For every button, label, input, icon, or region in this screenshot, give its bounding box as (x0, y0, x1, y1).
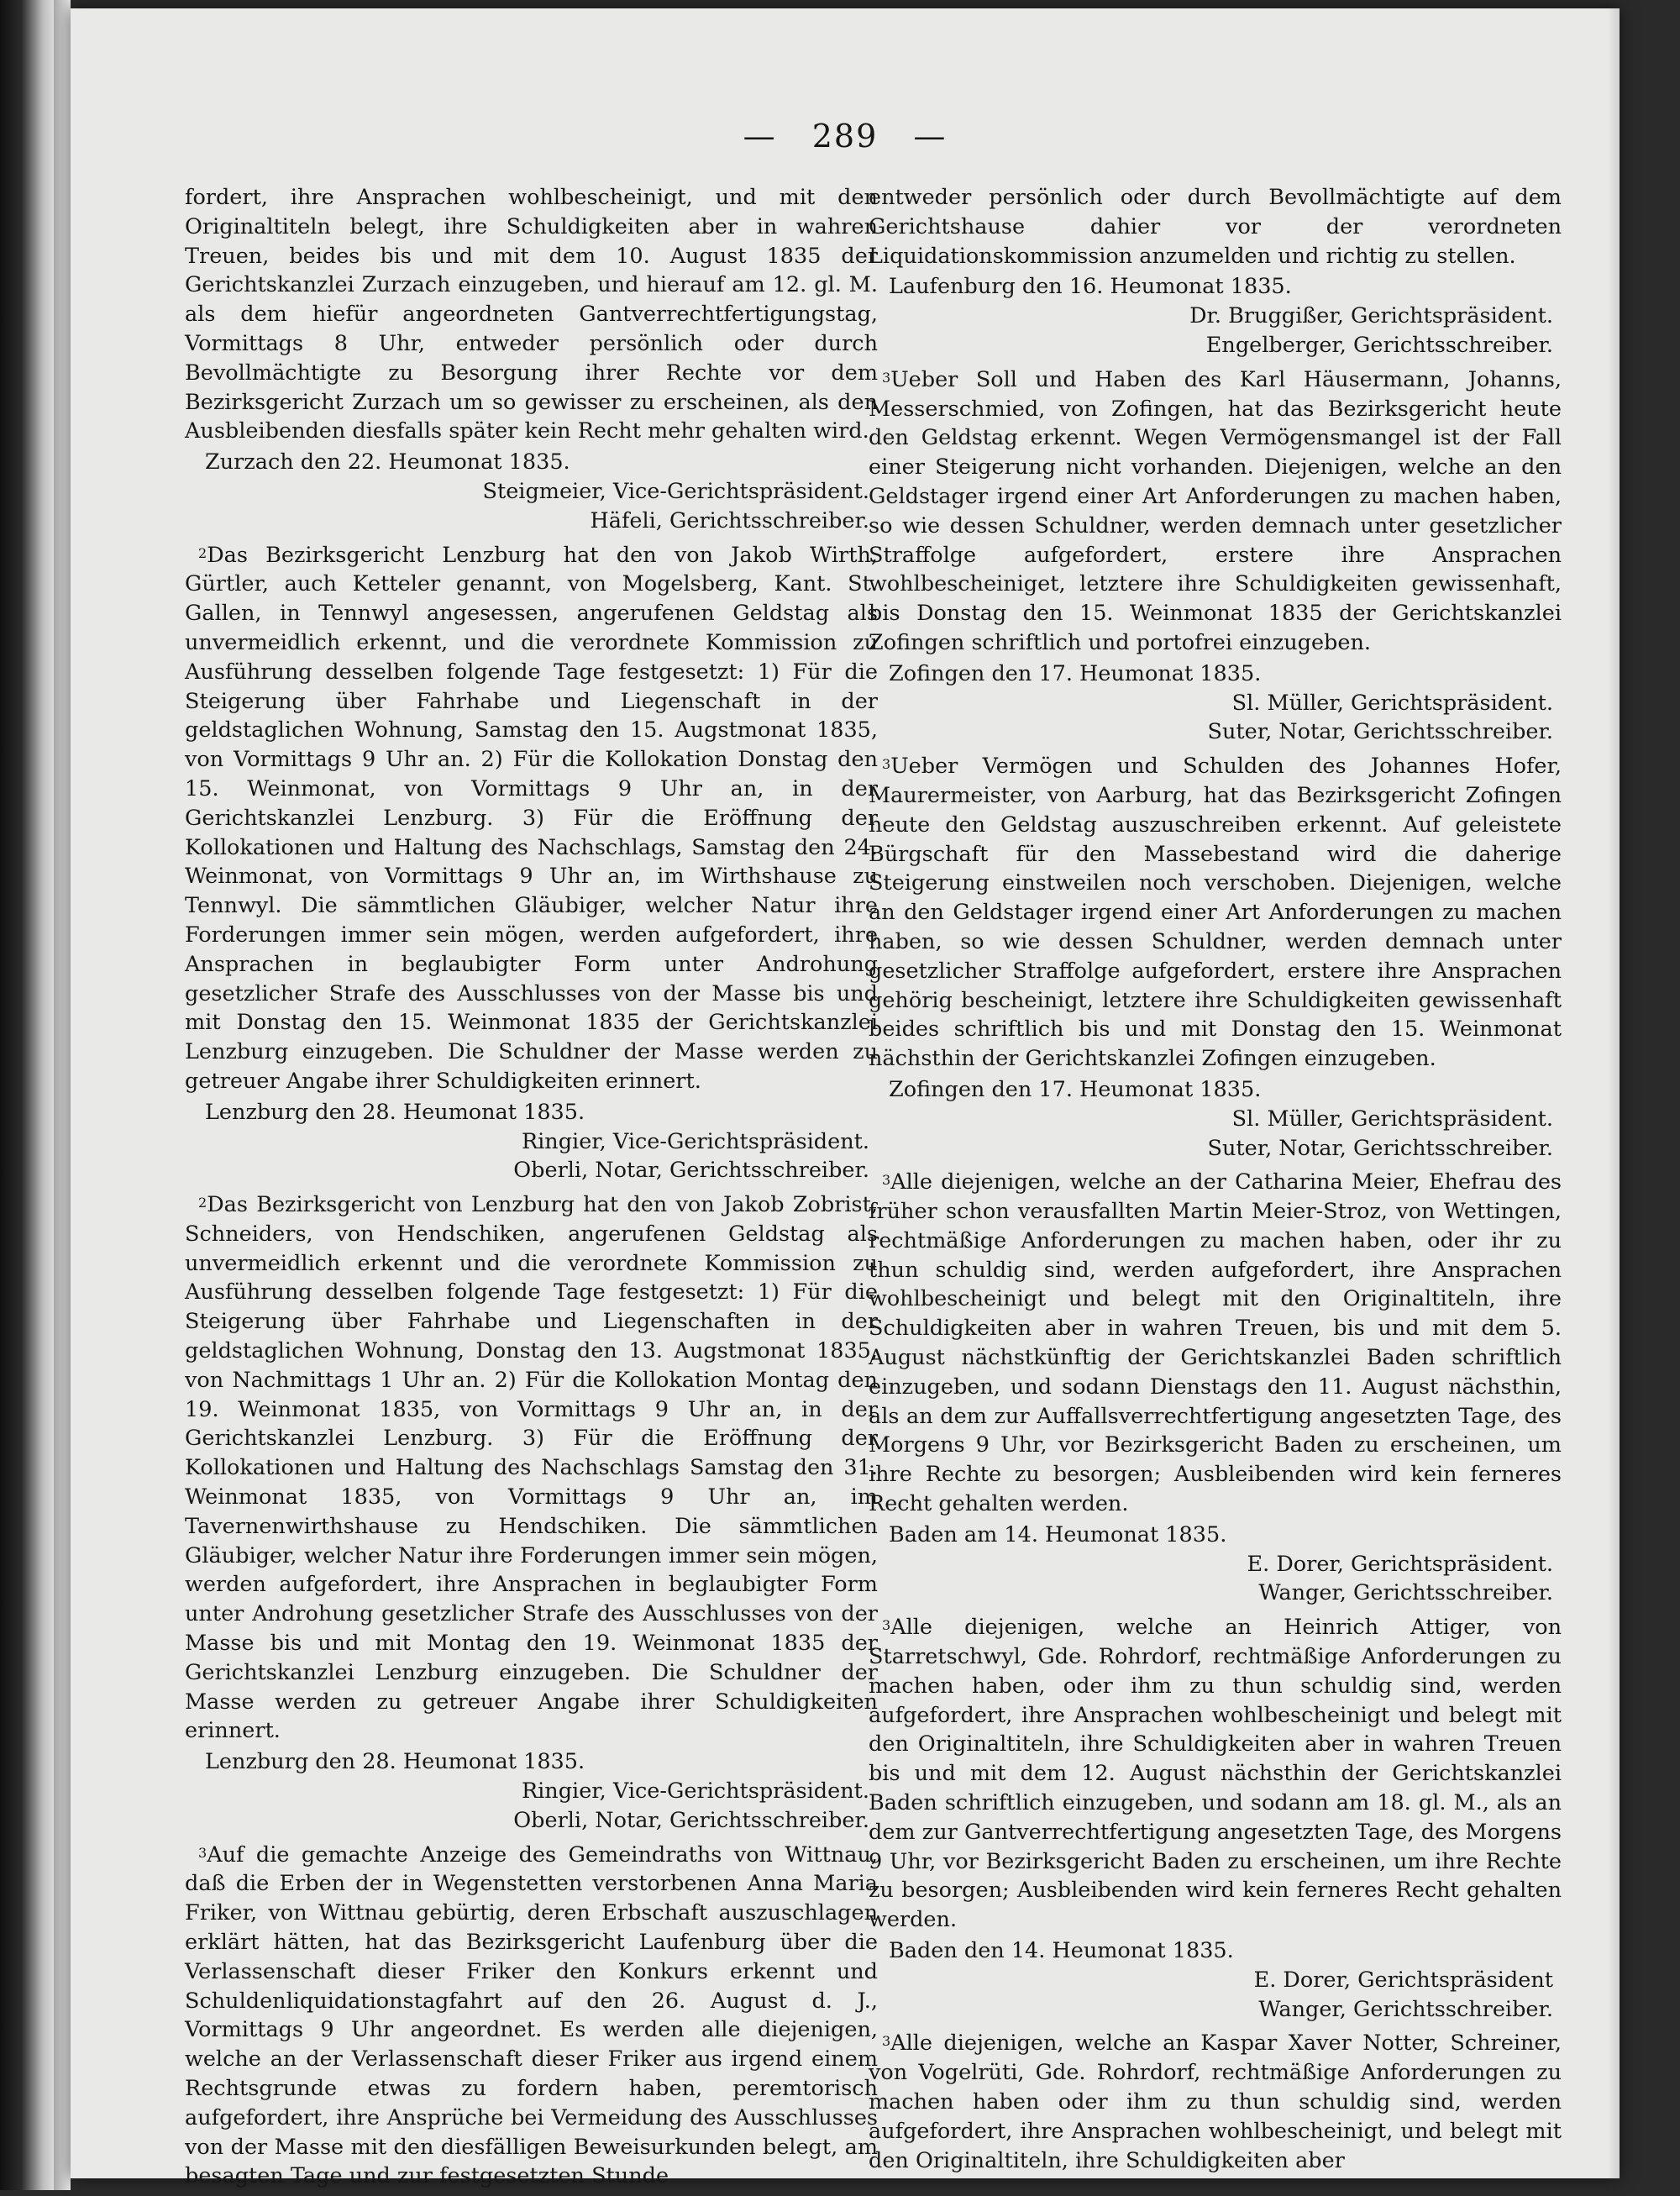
notice-signature-clerk: Engelberger, Gerichtsschreiber. (1205, 332, 1553, 358)
notice (185, 1190, 878, 1836)
notice-insertion-mark: 3 (882, 1617, 891, 1634)
notice-body: Das Bezirksgericht von Lenzburg hat den von Jakob Zobrist, Schneiders, von Hendschiken, angerufenen Geldstag als unvermeidlich erkennt und die verordnete Kommission zu Ausführung desselben folgende Tage festgesetzt: 1) Für die Steigerung über Fahrhabe und Liegenschaften in der geldstaglichen Wohnung, Donstag den 13. Augstmonat 1835, von Nachmittags 1 Uhr an. 2) Für die Kollokation Montag den 19. Weinmonat 1835, von Vormittags 9 Uhr an, in der Gerichtskanzlei Lenzburg. 3) Für die Eröffnung der Kollokationen und Haltung des Nachschlags Samstag den 31. Weinmonat 1835, von Vormittags 9 Uhr an, im Tavernenwirthshause zu Hendschiken. Die sämmtlichen Gläubiger, welcher Natur ihre Forderungen immer sein mögen, werden aufgefordert, ihre Ansprachen in beglaubigter Form unter Androhung gesetzlicher Strafe des Ausschlusses von der Masse bis und mit Montag den 19. Weinmonat 1835 der Gerichtskanzlei Lenzburg einzugeben. Die Schuldner der Masse werden zu getreuer Angabe ihrer Schuldigkeiten erinnert. (185, 1192, 878, 1744)
notice-signature-president: Sl. Müller, Gerichtspräsident. (1231, 1106, 1553, 1132)
notice-text (185, 541, 878, 1096)
notice-body: Ueber Vermögen und Schulden des Johannes Hofer, Maurermeister, von Aarburg, hat das Bezirksgericht Zofingen heute den Geldstag auszuschreiben erkennt. Auf geleistete Bürgschaft für den Massebestand wird die daherige Steigerung einstweilen noch verschoben. Diejenigen, welche an den Geldstager irgend einer Art Anforderungen zu machen haben, so wie dessen Schuldner, werden demnach unter gesetzlicher Straffolge aufgefordert, erstere ihre Ansprachen gehörig bescheinigt, letztere ihre Schuldigkeiten gewissenhaft beides schriftlich bis und mit Donstag den 15. Weinmonat nächsthin der Gerichtskanzlei Zofingen einzugeben. (869, 754, 1562, 1072)
notice-text (869, 752, 1562, 1074)
notice (869, 1168, 1562, 1608)
notice-insertion-mark: 3 (882, 369, 891, 386)
notice-place-date: Baden am 14. Heumonat 1835. (889, 1521, 1227, 1547)
page-number: 289 (811, 118, 879, 155)
notice-signature-clerk: Häfeli, Gerichtsschreiber. (590, 507, 869, 533)
notice (869, 2029, 1562, 2175)
notice-text (185, 183, 878, 446)
notice-body: Alle diejenigen, welche an der Catharina Meier, Ehefrau des früher schon verausfallten Martin Meier-Stroz, von Wettingen, rechtmäßige Anforderungen zu machen haben, oder ihr zu thun schuldig sind, werden aufgefordert, ihre Ansprachen wohlbescheinigt und belegt mit den Originaltiteln, ihre Schuldigkeiten aber in wahren Treuen, bis und mit dem 5. August nächstkünftig der Gerichtskanzlei Baden schriftlich einzugeben, und sodann Dienstags den 11. August nächsthin, als an dem zur Auffallsverrechtfertigung angesetzten Tage, des Morgens 9 Uhr, vor Bezirksgericht Baden zu erscheinen, um ihre Rechte zu besorgen; Ausbleibenden wird kein ferneres Recht gehalten werden. (869, 1169, 1562, 1517)
notice-place-date: Laufenburg den 16. Heumonat 1835. (889, 274, 1292, 300)
notice-signature-president: Steigmeier, Vice-Gerichtspräsident. (482, 478, 869, 504)
notice-text (185, 1841, 878, 2192)
notice (869, 752, 1562, 1163)
notice-insertion-mark: 3 (198, 1844, 207, 1861)
notice (185, 183, 878, 536)
notice-insertion-mark: 3 (882, 1172, 891, 1189)
page-header (71, 118, 1620, 155)
notice-place-date: Baden den 14. Heumonat 1835. (889, 1938, 1234, 1964)
notice-signature-president: Sl. Müller, Gerichtspräsident. (1231, 690, 1553, 716)
notice (869, 365, 1562, 747)
notice-body: Das Bezirksgericht Lenzburg hat den von Jakob Wirth, Gürtler, auch Ketteler genannt, von Mogelsberg, Kant. St. Gallen, in Tennwyl angesessen, angerufenen Geldstag als unvermeidlich erkennt, und die verordnete Kommission zu Ausführung desselben folgende Tage festgesetzt: 1) Für die Steigerung über Fahrhabe und Liegenschaft in der geldstaglichen Wohnung, Samstag den 15. Augstmonat 1835, von Vormittags 9 Uhr an. 2) Für die Kollokation Donstag den 15. Weinmonat, von Vormittags 9 Uhr an, in der Gerichtskanzlei Lenzburg. 3) Für die Eröffnung der Kollokationen und Haltung des Nachschlags, Samstag den 24. Weinmonat, von Vormittags 9 Uhr an, im Wirthshause zu Tennwyl. Die sämmtlichen Gläubiger, welcher Natur ihre Forderungen immer sein mögen, werden aufgefordert, ihre Ansprachen in beglaubigter Form unter Androhung gesetzlicher Strafe des Ausschlusses von der Masse bis und mit Donstag den 15. Weinmonat 1835 der Gerichtskanzlei Lenzburg einzugeben. Die Schuldner der Masse werden zu getreuer Angabe ihrer Schuldigkeiten erinnert. (185, 542, 878, 1094)
notice-insertion-mark: 2 (198, 544, 207, 561)
notice-signature-president: Ringier, Vice-Gerichtspräsident. (521, 1778, 869, 1805)
notice-text (869, 1168, 1562, 1519)
notice-place-date: Lenzburg den 28. Heumonat 1835. (205, 1099, 585, 1125)
notice-body: entweder persönlich oder durch Bevollmächtigte auf dem Gerichtshause dahier vor der verordneten Liquidationskommission anzumelden und richtig zu stellen. (869, 185, 1562, 269)
notice-text (869, 1613, 1562, 1935)
notice-text (869, 365, 1562, 658)
header-dash-right: — (913, 118, 948, 155)
header-dash-left: — (743, 118, 777, 155)
notice-body: Alle diejenigen, welche an Kaspar Xaver Notter, Schreiner, von Vogelrüti, Gde. Rohrdorf, rechtmäßige Anforderungen zu machen haben oder ihm zu thun schuldig sind, werden aufgefordert, ihre Ansprachen wohlbescheinigt, und belegt mit den Originaltiteln, ihre Schuldigkeiten aber (869, 2031, 1562, 2173)
notice-place-date: Zofingen den 17. Heumonat 1835. (889, 1076, 1262, 1102)
notice-signature-clerk: Suter, Notar, Gerichtsschreiber. (1207, 719, 1553, 745)
notice-signature-clerk: Oberli, Notar, Gerichtsschreiber. (513, 1158, 869, 1184)
notice-signature-president: E. Dorer, Gerichtspräsident (1253, 1967, 1553, 1993)
notice-body: Auf die gemachte Anzeige des Gemeindraths von Wittnau, daß die Erben der in Wegenstetten verstorbenen Anna Maria Friker, von Wittnau gebürtig, deren Erbschaft auszuschlagen erklärt hätten, hat das Bezirksgericht Laufenburg über die Verlassenschaft dieser Friker den Konkurs erkennt und Schuldenliquidationstagfahrt auf den 26. August d. J., Vormittags 9 Uhr angeordnet. Es werden alle diejenigen, welche an der Verlassenschaft dieser Friker aus irgend einem Rechtsgrunde etwas zu fordern haben, peremtorisch aufgefordert, ihre Ansprüche bei Vermeidung des Ausschlusses von der Masse mit den diesfälligen Beweisurkunden belegt, am besagten Tage und zur festgesetzten Stunde (185, 1841, 878, 2189)
notice-signature-clerk: Wanger, Gerichtsschreiber. (1258, 1996, 1553, 2022)
notice-text (869, 183, 1562, 271)
notice-insertion-mark: 3 (882, 756, 891, 773)
notice-signature-clerk: Oberli, Notar, Gerichtsschreiber. (513, 1807, 869, 1833)
page-right-edge (1608, 8, 1620, 2178)
notice-place-date: Lenzburg den 28. Heumonat 1835. (205, 1749, 585, 1775)
notice-insertion-mark: 3 (882, 2033, 891, 2050)
notice-text (869, 2029, 1562, 2175)
notice-signature-clerk: Suter, Notar, Gerichtsschreiber. (1207, 1135, 1553, 1161)
notice-signature-president: Dr. Bruggißer, Gerichtspräsident. (1189, 303, 1553, 329)
notice-insertion-mark: 2 (198, 1195, 207, 1211)
notice-body: fordert, ihre Ansprachen wohlbescheinigt, und mit den Originaltiteln belegt, ihre Schuldigkeiten aber in wahren Treuen, beides bis und mit dem 10. August 1835 der Gerichtskanzlei Zurzach einzugeben, und hierauf am 12. gl. M. als dem hiefür angeordneten Gantverrechtfertigungstag, Vormittags 8 Uhr, entweder persönlich oder durch Bevollmächtigte zu Besorgung ihrer Rechte vor dem Bezirksgericht Zurzach um so gewisser zu erscheinen, als den Ausbleibenden diesfalls später kein Recht mehr gehalten wird. (185, 185, 878, 444)
page-gutter-shadow (54, 0, 71, 2190)
scan-dark-edge (0, 0, 54, 2190)
notice-signature-clerk: Wanger, Gerichtsschreiber. (1258, 1580, 1553, 1606)
notice (185, 541, 878, 1186)
right-column (869, 183, 1562, 2180)
notice-text (185, 1190, 878, 1746)
notice (869, 183, 1562, 360)
notice-place-date: Zofingen den 17. Heumonat 1835. (889, 660, 1262, 686)
notice-place-date: Zurzach den 22. Heumonat 1835. (205, 449, 570, 475)
notice (185, 1841, 878, 2192)
notice-body: Alle diejenigen, welche an Heinrich Attiger, von Starretschwyl, Gde. Rohrdorf, rechtmäßige Anforderungen zu machen haben, oder ihm zu thun schuldig sind, werden aufgefordert, ihre Ansprachen wohlbescheinigt und belegt mit den Originaltiteln, ihre Schuldigkeiten aber in wahren Treuen bis und mit dem 12. August nächsthin der Gerichtskanzlei Baden schriftlich einzugeben, und sodann am 18. gl. M., als an dem zur Gantverrechtfertigung angesetzten Tage, des Morgens 9 Uhr, vor Bezirksgericht Baden zu erscheinen, um ihre Rechte zu besorgen; Ausbleibenden wird kein ferneres Recht gehalten werden. (869, 1615, 1562, 1933)
left-column (185, 183, 878, 2196)
notice-signature-president: Ringier, Vice-Gerichtspräsident. (521, 1128, 869, 1154)
notice-body: Ueber Soll und Haben des Karl Häusermann, Johanns, Messerschmied, von Zofingen, hat das Bezirksgericht heute den Geldstag erkennt. Wegen Vermögensmangel ist der Fall einer Steigerung nicht vorhanden. Diejenigen, welche an den Geldstager irgend einer Art Anforderungen zu machen haben, so wie dessen Schuldner, werden demnach unter gesetzlicher Straffolge aufgefordert, erstere ihre Ansprachen wohlbescheiniget, letztere ihre Schuldigkeiten gewissenhaft, bis Donstag den 15. Weinmonat 1835 der Gerichtskanzlei Zofingen schriftlich und portofrei einzugeben. (869, 366, 1562, 655)
notice-signature-president: E. Dorer, Gerichtspräsident. (1247, 1551, 1553, 1577)
newspaper-page (71, 8, 1620, 2189)
notice (869, 1613, 1562, 2024)
